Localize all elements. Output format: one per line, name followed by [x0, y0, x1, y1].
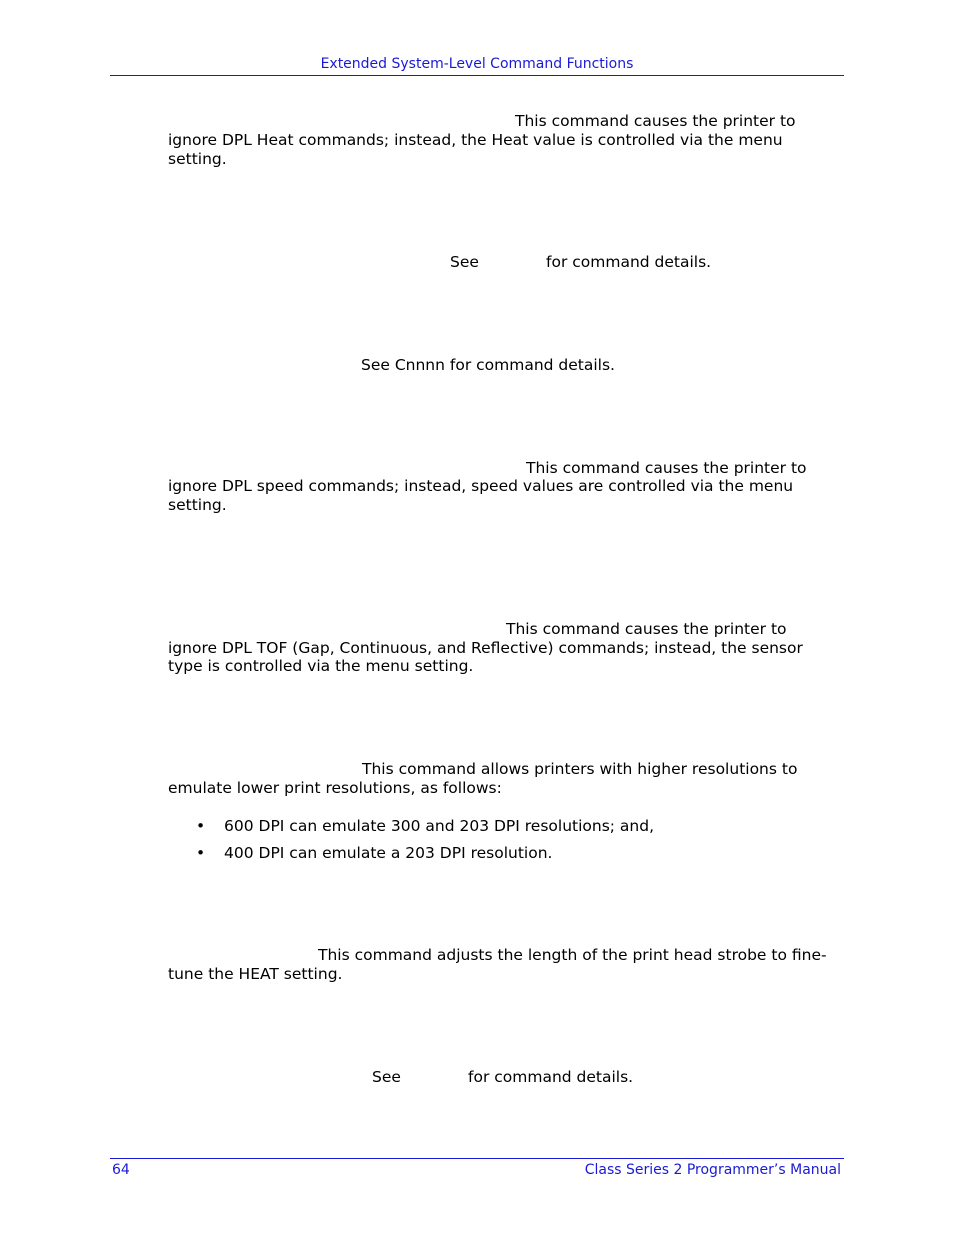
section-4-line-2: ignore DPL speed commands; instead, speed values are controlled via the menu	[168, 477, 794, 495]
running-header: Extended System-Level Command Functions	[320, 56, 634, 72]
section-8-details: for command details.	[468, 1068, 634, 1086]
bullet-text: 600 DPI can emulate 300 and 203 DPI resolutions; and,	[224, 817, 655, 835]
section-1-line-2: ignore DPL Heat commands; instead, the Heat value is controlled via the menu	[168, 131, 783, 149]
section-8-see: See	[372, 1068, 401, 1086]
section-7-line-2: tune the HEAT setting.	[168, 965, 343, 983]
section-1-line-3: setting.	[168, 150, 227, 168]
section-5-line-2: ignore DPL TOF (Gap, Continuous, and Reflective) commands; instead, the sensor	[168, 639, 803, 657]
section-2-details: for command details.	[546, 253, 712, 271]
footer-rule	[110, 1158, 844, 1159]
section-2-see: See	[450, 253, 479, 271]
section-5-line-3: type is controlled via the menu setting.	[168, 657, 474, 675]
section-7-first-line: This command adjusts the length of the print head strobe to fine-	[318, 946, 827, 964]
section-5-first-line: This command causes the printer to	[506, 620, 787, 638]
section-6-first-line: This command allows printers with higher resolutions to	[362, 760, 798, 778]
page-number: 64	[112, 1162, 130, 1178]
bullet-text: 400 DPI can emulate a 203 DPI resolution.	[224, 844, 553, 862]
bullet-marker: •	[196, 817, 206, 835]
section-3-see-line: See Cnnnn for command details.	[361, 356, 615, 374]
bullet-marker: •	[196, 844, 206, 862]
section-4-first-line: This command causes the printer to	[526, 459, 807, 477]
section-1-first-line: This command causes the printer to	[515, 112, 796, 130]
header-rule	[110, 75, 844, 76]
manual-title: Class Series 2 Programmer’s Manual	[584, 1162, 841, 1178]
section-4-line-3: setting.	[168, 496, 227, 514]
section-6-line-2: emulate lower print resolutions, as follows:	[168, 779, 502, 797]
